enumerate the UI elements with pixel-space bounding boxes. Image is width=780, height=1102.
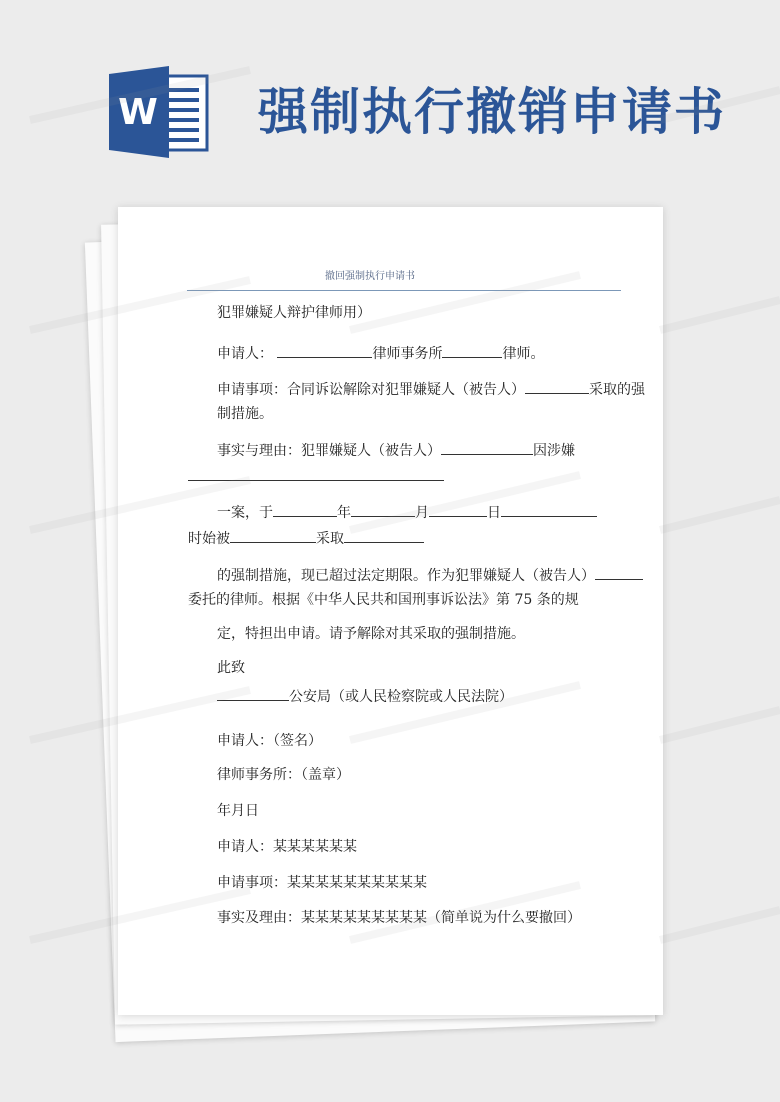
doc-line-request: 申请事项：合同诉讼解除对犯罪嫌疑人（被告人） 采取的强: [217, 379, 645, 399]
blank-month: [351, 502, 415, 517]
blank-recipient: [217, 686, 289, 701]
doc-line-1: 犯罪嫌疑人辩护律师用）: [217, 305, 371, 321]
document-page: [118, 207, 663, 1015]
doc-line-request-cont: 制措施。: [217, 406, 273, 422]
word-icon-letter: W: [118, 92, 158, 133]
doc-line-seal: 律师事务所：（盖章）: [217, 767, 350, 783]
blank-year: [273, 502, 337, 517]
blank-measure: [344, 528, 424, 543]
doc-line-recipient: 公安局（或人民检察院或人民法院）: [217, 686, 513, 706]
banner-title: 强制执行撤销申请书: [258, 83, 726, 141]
doc-line-facts-blank: [188, 466, 444, 486]
doc-line-sample-reason: 事实及理由：某某某某某某某某某（简单说为什么要撤回）: [217, 910, 581, 926]
blank-charge: [188, 466, 444, 481]
blank-agency: [230, 528, 316, 543]
doc-line-expired: 的强制措施，现已超过法定期限。作为犯罪嫌疑人（被告人）: [217, 565, 643, 585]
doc-line-apply: 定，特担出申请。请予解除对其采取的强制措施。: [217, 626, 525, 642]
doc-line-signature: 申请人：（签名）: [217, 733, 322, 749]
doc-line-date-sign: 年月日: [217, 803, 259, 819]
watermark-mark: [660, 500, 780, 530]
word-document-icon: [109, 66, 209, 158]
blank-lawyer: [442, 343, 502, 358]
blank-defendant: [525, 379, 589, 394]
doc-line-facts: 事实与理由：犯罪嫌疑人（被告人） 因涉嫌: [217, 440, 575, 460]
doc-line-sample-applicant: 申请人：某某某某某某: [217, 839, 357, 855]
header-divider: [187, 290, 621, 291]
watermark-mark: [660, 910, 780, 940]
doc-line-applicant: 申请人： 律师事务所 律师。: [217, 343, 544, 363]
blank-applicant: [277, 343, 372, 358]
doc-line-salutation: 此致: [217, 660, 245, 676]
watermark-mark: [660, 710, 780, 740]
banner-header: [0, 0, 780, 200]
doc-line-measure: 时始被 采取: [188, 528, 424, 548]
page-running-header: 撤回强制执行申请书: [325, 271, 415, 282]
doc-line-law: 委托的律师。根据《中华人民共和国刑事诉讼法》第 75 条的规: [188, 592, 579, 608]
doc-line-date: 一案，于 年 月 日: [217, 502, 597, 522]
blank-hour: [501, 502, 597, 517]
blank-client: [595, 565, 643, 580]
watermark-mark: [660, 300, 780, 330]
blank-day: [429, 502, 487, 517]
blank-suspect-name: [441, 440, 533, 455]
doc-line-sample-request: 申请事项：某某某某某某某某某某: [217, 875, 427, 891]
